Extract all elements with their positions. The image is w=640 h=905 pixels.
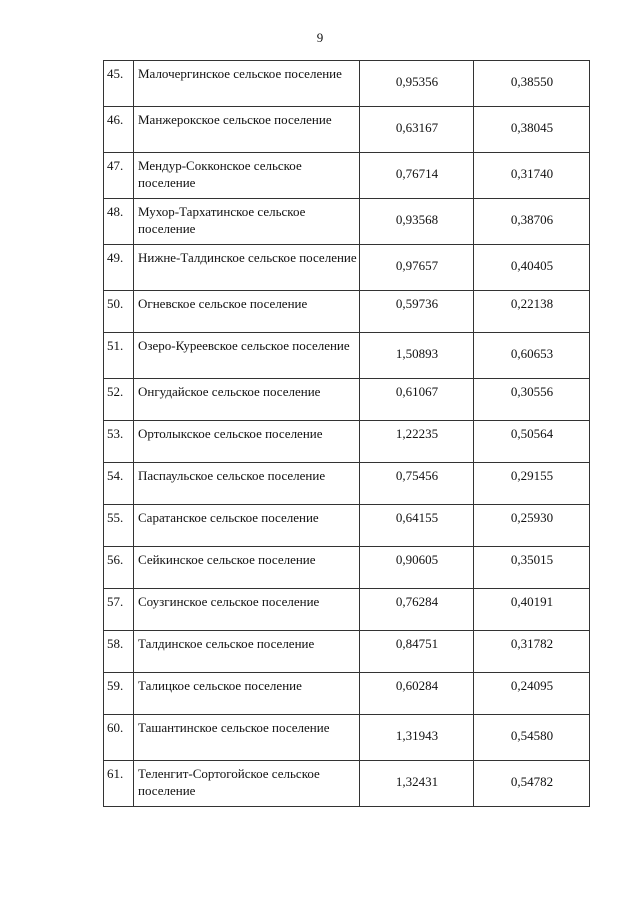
value-2-cell: 0,25930 [474, 505, 590, 547]
value-1-cell: 0,60284 [360, 673, 474, 715]
table-row [104, 379, 590, 421]
table-row [104, 61, 590, 107]
table-row [104, 245, 590, 291]
table-row [104, 153, 590, 199]
settlement-name-cell: Саратанское сельское поселение [134, 505, 360, 547]
settlement-name-cell: Теленгит-Сортогойское сельское поселение [134, 761, 360, 807]
settlement-name-cell: Манжерокское сельское поселение [134, 107, 360, 153]
value-1-cell: 0,59736 [360, 291, 474, 333]
value-1-cell: 0,90605 [360, 547, 474, 589]
settlement-name-cell: Огневское сельское поселение [134, 291, 360, 333]
row-number-cell: 49. [104, 245, 134, 291]
table-row [104, 589, 590, 631]
table-row [104, 463, 590, 505]
settlement-name-cell: Озеро-Куреевское сельское поселение [134, 333, 360, 379]
value-1-cell: 0,95356 [360, 61, 474, 107]
settlement-name-cell: Талдинское сельское поселение [134, 631, 360, 673]
table-row [104, 505, 590, 547]
table-row [104, 631, 590, 673]
table-row [104, 547, 590, 589]
value-2-cell: 0,50564 [474, 421, 590, 463]
row-number-cell: 47. [104, 153, 134, 199]
value-1-cell: 1,22235 [360, 421, 474, 463]
value-1-cell: 0,63167 [360, 107, 474, 153]
value-2-cell: 0,24095 [474, 673, 590, 715]
value-1-cell: 0,76714 [360, 153, 474, 199]
settlement-name-cell: Мухор-Тархатинское сельское поселение [134, 199, 360, 245]
settlement-name-cell: Мендур-Сокконское сельское поселение [134, 153, 360, 199]
value-1-cell: 0,64155 [360, 505, 474, 547]
settlement-name-cell: Нижне-Талдинское сельское поселение [134, 245, 360, 291]
value-1-cell: 1,32431 [360, 761, 474, 807]
row-number-cell: 53. [104, 421, 134, 463]
value-1-cell: 0,93568 [360, 199, 474, 245]
value-2-cell: 0,22138 [474, 291, 590, 333]
value-2-cell: 0,35015 [474, 547, 590, 589]
row-number-cell: 56. [104, 547, 134, 589]
table-row [104, 291, 590, 333]
value-2-cell: 0,31740 [474, 153, 590, 199]
table-body [104, 61, 590, 807]
page-number: 9 [316, 30, 324, 45]
value-2-cell: 0,30556 [474, 379, 590, 421]
value-2-cell: 0,54580 [474, 715, 590, 761]
settlement-name-cell: Талицкое сельское поселение [134, 673, 360, 715]
settlement-name-cell: Ташантинское сельское поселение [134, 715, 360, 761]
value-2-cell: 0,38706 [474, 199, 590, 245]
table-row [104, 673, 590, 715]
row-number-cell: 60. [104, 715, 134, 761]
value-2-cell: 0,60653 [474, 333, 590, 379]
settlement-name-cell: Ортолыкское сельское поселение [134, 421, 360, 463]
value-2-cell: 0,38550 [474, 61, 590, 107]
settlement-name-cell: Онгудайское сельское поселение [134, 379, 360, 421]
table-row [104, 199, 590, 245]
row-number-cell: 61. [104, 761, 134, 807]
value-2-cell: 0,40405 [474, 245, 590, 291]
value-2-cell: 0,40191 [474, 589, 590, 631]
row-number-cell: 55. [104, 505, 134, 547]
value-1-cell: 0,76284 [360, 589, 474, 631]
row-number-cell: 50. [104, 291, 134, 333]
table-row [104, 421, 590, 463]
settlement-name-cell: Паспаульское сельское поселение [134, 463, 360, 505]
table-row [104, 715, 590, 761]
row-number-cell: 45. [104, 61, 134, 107]
row-number-cell: 58. [104, 631, 134, 673]
settlement-name-cell: Соузгинское сельское поселение [134, 589, 360, 631]
table-row [104, 333, 590, 379]
row-number-cell: 46. [104, 107, 134, 153]
value-1-cell: 1,31943 [360, 715, 474, 761]
value-2-cell: 0,54782 [474, 761, 590, 807]
settlement-coefficients-table [103, 60, 590, 807]
settlement-name-cell: Малочергинское сельское поселение [134, 61, 360, 107]
row-number-cell: 52. [104, 379, 134, 421]
row-number-cell: 48. [104, 199, 134, 245]
value-2-cell: 0,38045 [474, 107, 590, 153]
row-number-cell: 54. [104, 463, 134, 505]
settlement-name-cell: Сейкинское сельское поселение [134, 547, 360, 589]
value-1-cell: 0,75456 [360, 463, 474, 505]
value-1-cell: 0,61067 [360, 379, 474, 421]
table-row [104, 107, 590, 153]
table-row [104, 761, 590, 807]
value-2-cell: 0,29155 [474, 463, 590, 505]
row-number-cell: 57. [104, 589, 134, 631]
row-number-cell: 59. [104, 673, 134, 715]
value-2-cell: 0,31782 [474, 631, 590, 673]
value-1-cell: 1,50893 [360, 333, 474, 379]
value-1-cell: 0,97657 [360, 245, 474, 291]
value-1-cell: 0,84751 [360, 631, 474, 673]
row-number-cell: 51. [104, 333, 134, 379]
